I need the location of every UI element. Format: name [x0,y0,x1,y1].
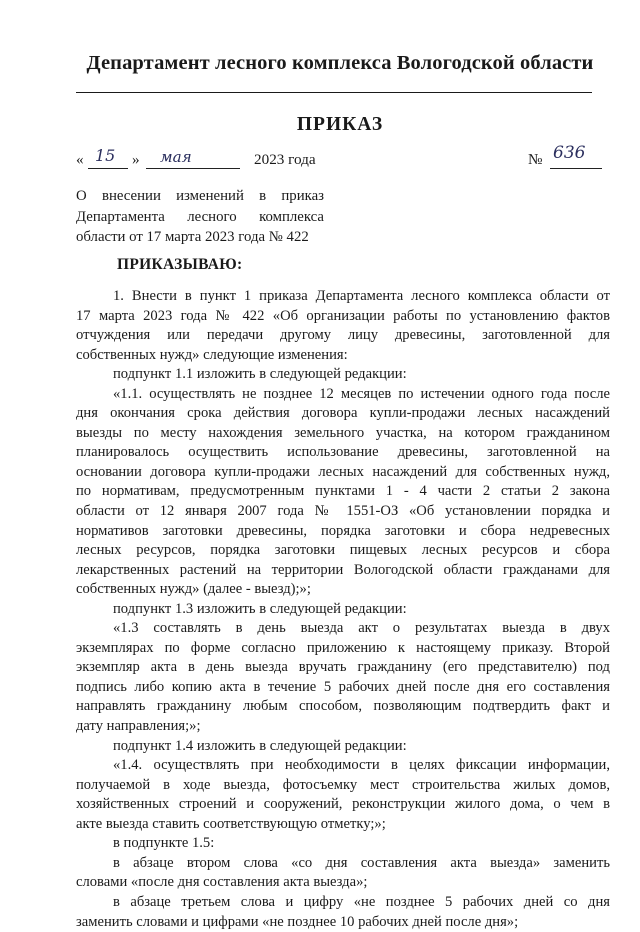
body-line: подпись либо копию акта в течение 5 рабочих дней после дня его составления [76,678,610,698]
organization-title: Департамент лесного комплекса Вологодской области [60,52,620,75]
body-line: отчуждения или передачи другому лицу древесины, заготовленной для [76,326,610,346]
body-line: подпункт 1.3 изложить в следующей редакции: [76,600,610,620]
document-type-title: ПРИКАЗ [60,114,620,136]
body-line: направлять гражданину любым способом, позволяющим подтвердить факт и [76,697,610,717]
subject-line: Департамента лесного комплекса [76,207,324,228]
date-month-handwritten: мая [160,148,192,166]
date-year: 2023 года [254,151,316,169]
body-line: собственных нужд» следующие изменения: [76,346,610,366]
date-month-underline [146,168,240,169]
body-line: словами «после дня составления акта выезда»; [76,873,610,893]
body-line: заменить словами и цифрами «не позднее 10 рабочих дней после дня»; [76,913,610,932]
body-line: нормативов заготовки древесины, порядка заготовки и сбора недревесных [76,522,610,542]
body-line: экземпляр акта в день выезда вручать гражданину (его представителю) под [76,658,610,678]
body-line: «1.1. осуществлять не позднее 12 месяцев по истечении одного года после [76,385,610,405]
body-line: лекарственных растений на территории Вологодской области гражданами для [76,561,610,581]
body-line: в абзаце втором слова «со дня составления акта выезда» заменить [76,854,610,874]
date-day-handwritten: 15 [95,146,115,165]
body-line: планировалось осуществить использование древесины, заготовленной на [76,443,610,463]
body-line: собственных нужд» (далее - выезд);»; [76,580,610,600]
document-number-handwritten: 636 [553,143,585,163]
subject-line: области от 17 марта 2023 года № 422 [76,227,324,248]
order-heading: ПРИКАЗЫВАЮ: [117,256,243,274]
body-line: акте выезда ставить соответствующую отметку;»; [76,815,610,835]
number-sign: № [528,151,543,169]
body-line: выезды по месту нахождения земельного участка, на котором гражданином [76,424,610,444]
body-line: «1.3 составлять в день выезда акт о результатах выезда в двух [76,619,610,639]
body-line: основании договора купли-продажи лесных насаждений для собственных нужд, [76,463,610,483]
date-open-quote: « [76,151,84,169]
subject-line: О внесении изменений в приказ [76,186,324,207]
body-line: дня окончания срока действия договора купли-продажи лесных насаждений [76,404,610,424]
document-subject [76,186,324,248]
body-line: подпункт 1.1 изложить в следующей редакции: [76,365,610,385]
body-line: дату направления;»; [76,717,610,737]
date-day-underline [88,168,128,169]
document-body [76,287,610,932]
body-line: 17 марта 2023 года № 422 «Об организации работы по установлению фактов [76,307,610,327]
body-line: подпункт 1.4 изложить в следующей редакции: [76,737,610,757]
body-line: в абзаце третьем слова и цифру «не позднее 5 рабочих дней со дня [76,893,610,913]
body-line: экземплярах по форме согласно приложению к настоящему приказу. Второй [76,639,610,659]
body-line: хозяйственных строений и сооружений, реконструкции жилого дома, о чем в [76,795,610,815]
body-line: лесных ресурсов, порядка заготовки пищевых лесных ресурсов и сбора [76,541,610,561]
body-line: получаемой в ходе выезда, фотосъемку мест строительства жилых домов, [76,776,610,796]
body-line: 1. Внести в пункт 1 приказа Департамента лесного комплекса области от [76,287,610,307]
body-line: в подпункте 1.5: [76,834,610,854]
body-line: «1.4. осуществлять при необходимости в целях фиксации информации, [76,756,610,776]
header-divider [76,92,592,93]
body-line: по нормативам, предусмотренным пунктами 1 - 4 части 2 статьи 2 закона [76,482,610,502]
document-number-underline [550,168,602,169]
date-close-quote: » [132,151,140,169]
body-line: области от 12 января 2007 года № 1551-ОЗ «Об установлении порядка и [76,502,610,522]
